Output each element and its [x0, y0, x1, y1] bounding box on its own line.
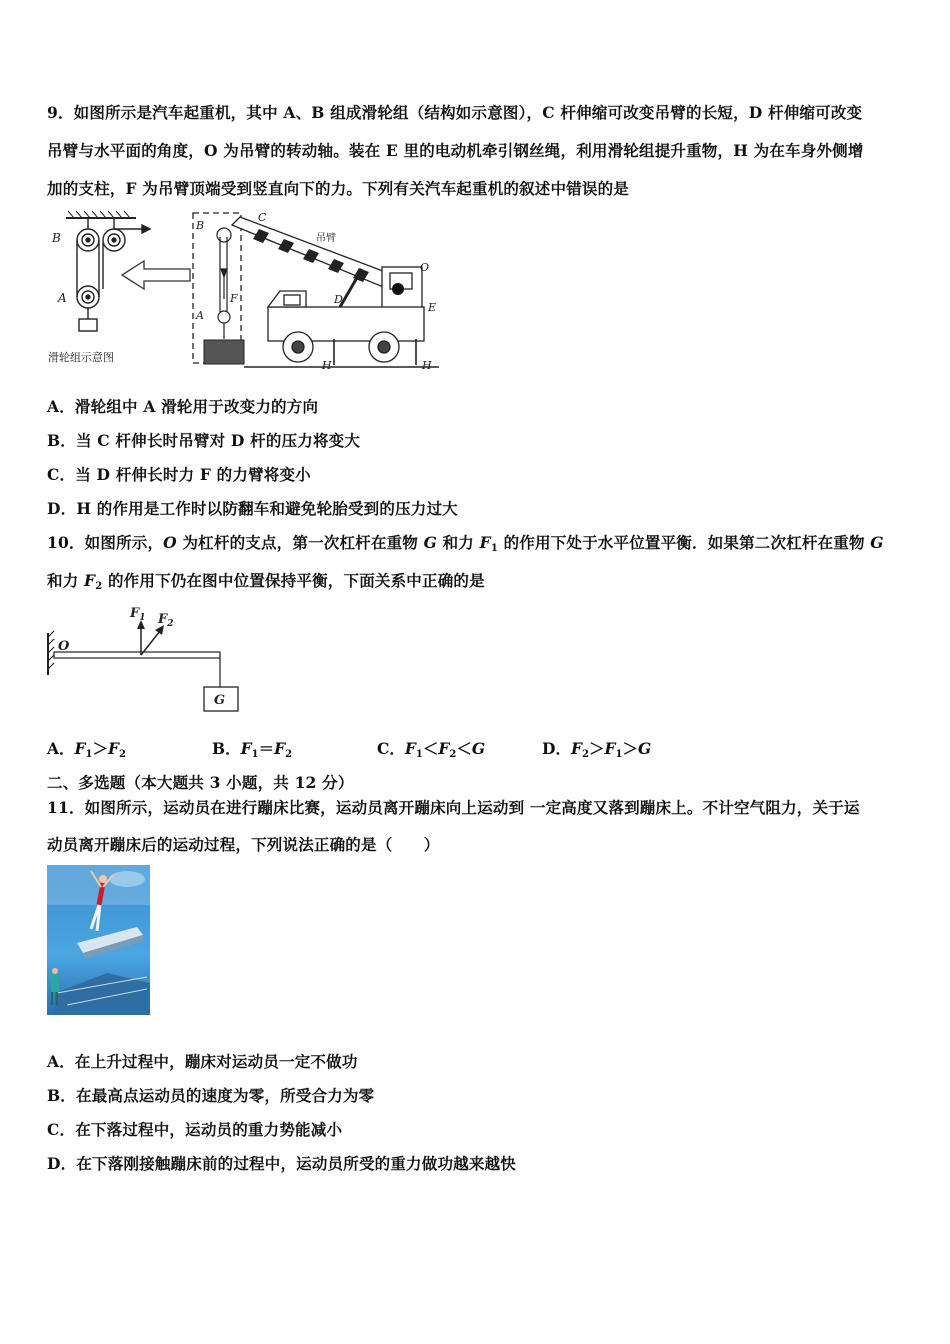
label-B-schematic: B — [52, 231, 61, 245]
q11-option-c: C．在下落过程中，运动员的重力势能减小 — [47, 1120, 343, 1139]
q9-option-a: A．滑轮组中 A 滑轮用于改变力的方向 — [47, 397, 319, 416]
q11-option-a: A．在上升过程中，蹦床对运动员一定不做功 — [47, 1052, 358, 1071]
svg-text:E: E — [428, 301, 437, 314]
q10-option-a: A．$F_1>F_2$ — [47, 739, 127, 760]
lever-bar — [54, 652, 220, 658]
q9-option-d: D．H 的作用是工作时以防翻车和避免轮胎受到的压力过大 — [47, 499, 458, 518]
q9-text-line-1: 9．如图所示是汽车起重机，其中 A、B 组成滑轮组（结构如示意图），C 杆伸缩可改变吊臂的长短，D 杆伸缩可改变 — [47, 103, 863, 122]
q9-option-b: B．当 C 杆伸长时吊臂对 D 杆的压力将变大 — [47, 431, 361, 450]
svg-text:H: H — [322, 359, 332, 372]
trampoline-photo — [47, 865, 150, 1015]
f1-label: $F_1$ — [130, 606, 146, 623]
weight-label: G — [214, 693, 226, 708]
q10-text-line-1: 10．如图所示，O 为杠杆的支点，第一次杠杆在重物 G 和力 $F_1$ 的作用下处于水平位置平衡．如果第二次杠杆在重物 G — [47, 533, 884, 554]
svg-text:吊臂: 吊臂 — [316, 233, 336, 244]
q11-text-line-2: 动员离开蹦床后的运动过程，下列说法正确的是（ ） — [47, 835, 440, 854]
q10-option-d: D．$F_2>F_1>G$ — [542, 739, 652, 760]
svg-text:D: D — [334, 293, 343, 306]
q10-option-c: C．$F_1<F_2<G$ — [377, 739, 486, 760]
crane-figure — [44, 207, 446, 379]
svg-text:A: A — [196, 309, 204, 322]
q9-text-line-2: 吊臂与水平面的角度，O 为吊臂的转动轴。装在 E 里的电动机牵引钢丝绳，利用滑轮组提升重物，H 为在车身外侧增 — [47, 141, 864, 160]
svg-text:B: B — [196, 219, 205, 232]
svg-text:O: O — [420, 261, 430, 274]
pointing-arrow — [122, 261, 190, 289]
svg-text:F: F — [230, 292, 238, 305]
q11-option-b: B．在最高点运动员的速度为零，所受合力为零 — [47, 1086, 375, 1105]
q9-text-line-3: 加的支柱，F 为吊臂顶端受到竖直向下的力。下列有关汽车起重机的叙述中错误的是 — [47, 179, 630, 198]
svg-text:H: H — [422, 359, 432, 372]
schematic-caption: 滑轮组示意图 — [48, 351, 114, 364]
pulley-schematic — [66, 211, 150, 331]
svg-text:C: C — [258, 211, 267, 224]
q10-option-b: B．$F_1=F_2$ — [212, 739, 293, 760]
q9-option-c: C．当 D 杆伸长时力 F 的力臂将变小 — [47, 465, 311, 484]
pivot-label: O — [58, 639, 70, 654]
lever-figure — [44, 603, 244, 713]
q11-text-line-1: 11．如图所示，运动员在进行蹦床比赛，运动员离开蹦床向上运动到 一定高度又落到蹦床上。不计空气阻力，关于运 — [47, 798, 860, 817]
label-A-schematic: A — [58, 291, 67, 305]
section-2-heading: 二、多选题（本大题共 3 小题，共 12 分） — [47, 773, 354, 792]
f2-label: $F_2$ — [158, 612, 174, 629]
q11-option-d: D．在下落刚接触蹦床前的过程中，运动员所受的重力做功越来越快 — [47, 1154, 516, 1173]
crane-arm — [232, 217, 404, 293]
q10-text-line-2: 和力 $F_2$ 的作用下仍在图中位置保持平衡，下面关系中正确的是 — [47, 571, 485, 592]
